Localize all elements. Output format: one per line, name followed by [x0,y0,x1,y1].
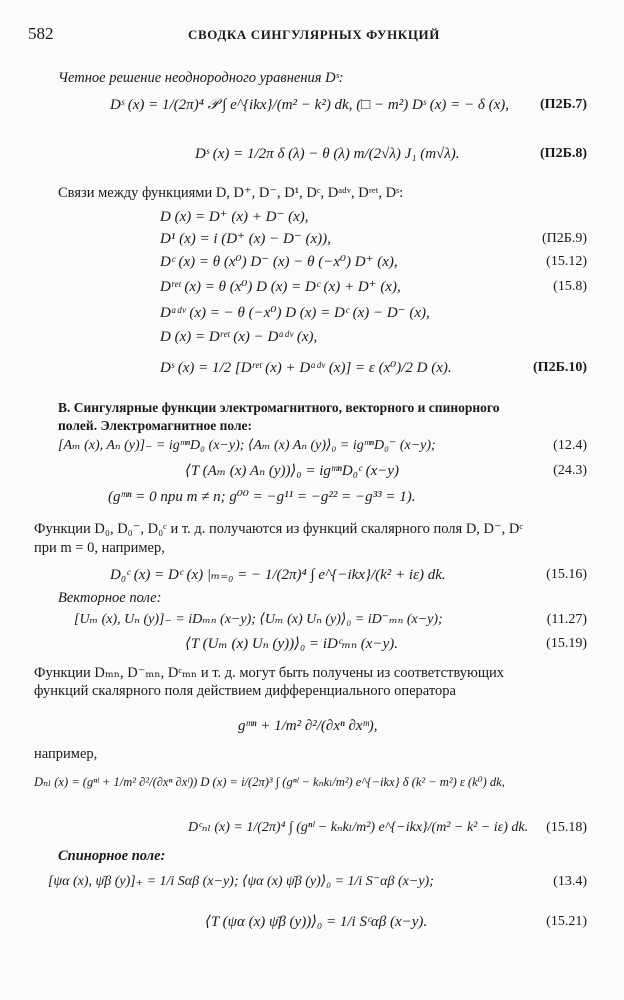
equation-text: ⟨T (Aₘ (x) Aₙ (y))⟩₀ = igᵐⁿD₀ᶜ (x−y) [185,463,400,479]
equation-number: (П2Б.8) [540,146,587,161]
equation-number: (15.8) [553,279,587,294]
line-text: Связи между функциями D, D⁺, D⁻, D¹, Dᶜ, Dᵃᵈᵛ, Dʳᵉᵗ, Dˢ: [58,185,404,201]
line-text: Функции Dₘₙ, D⁻ₘₙ, Dᶜₘₙ и т. д. могут быть получены из соответствующих [34,665,505,681]
line-text: Четное решение неоднородного уравнения Dˢ: [58,70,344,86]
equation-text: Dᵃᵈᵛ (x) = − θ (−x⁰) D (x) = Dᶜ (x) − D⁻ (x), [160,305,430,321]
equation-number: (П2Б.9) [542,231,587,246]
line-text: например, [34,746,98,762]
equation-text: Dₙₗ (x) = (gⁿˡ + 1/m² ∂²/(∂xⁿ ∂xˡ)) D (x) = i/(2π)³ ∫ (gⁿˡ − kₙkₗ/m²) e^{−ikx} δ (k² − m²) ε (k⁰) dk, [34,775,505,789]
equation-number: (12.4) [553,438,587,453]
equation-number: (15.19) [546,636,587,651]
equation-number: (11.27) [546,612,587,627]
equation-text: Dˢ (x) = 1/2π δ (λ) − θ (λ) m/(2√λ) J₁ (m√λ). [195,146,460,162]
equation-text: gᵐⁿ + 1/m² ∂²/(∂xⁿ ∂xᵐ), [238,718,378,734]
equation-number: (15.16) [546,567,587,582]
equation-text: [ψα (x), ψ̄β (y)]₊ = 1/i Sαβ (x−y); ⟨ψα (x) ψ̄β (y)⟩₀ = 1/i S⁻αβ (x−y); [48,874,434,889]
line-text: Векторное поле: [58,590,162,606]
equation-number: (13.4) [553,874,587,889]
equation-text: [Aₘ (x), Aₙ (y)]₋ = igᵐⁿD₀ (x−y); ⟨Aₘ (x) Aₙ (y)⟩₀ = igᵐⁿD₀⁻ (x−y); [58,438,436,453]
equation-number: (15.18) [546,820,587,835]
equation-text: Dˢ (x) = 1/2 [Dʳᵉᵗ (x) + Dᵃᵈᵛ (x)] = ε (x⁰)/2 D (x). [160,360,452,376]
equation-number: (15.12) [546,254,587,269]
equation-text: D (x) = Dʳᵉᵗ (x) − Dᵃᵈᵛ (x), [160,329,318,345]
equation-text: Dˢ (x) = 1/(2π)⁴ 𝒫 ∫ e^{ikx}/(m² − k²) dk, (□ − m²) Dˢ (x) = − δ (x), [110,97,509,113]
section-heading: полей. Электромагнитное поле: [58,418,253,433]
equation-text: Dʳᵉᵗ (x) = θ (x⁰) D (x) = Dᶜ (x) + D⁺ (x), [160,279,401,295]
line-text: функций скалярного поля действием дифференциального оператора [34,683,456,699]
running-title: СВОДКА СИНГУЛЯРНЫХ ФУНКЦИЙ [188,27,440,42]
page-header [0,24,624,48]
page-number: 582 [28,24,54,43]
equation-text: ⟨T (Uₘ (x) Uₙ (y))⟩₀ = iDᶜₘₙ (x−y). [185,636,398,652]
equation-number: (П2Б.10) [533,360,587,375]
equation-text: D¹ (x) = i (D⁺ (x) − D⁻ (x)), [160,231,331,247]
equation-number: (П2Б.7) [540,97,587,112]
line-text: при m = 0, например, [34,540,165,556]
equation-text: (gᵐⁿ = 0 при m ≠ n; g⁰⁰ = −g¹¹ = −g²² = −g³³ = 1). [108,489,416,505]
section-heading: В. Сингулярные функции электромагнитного, векторного и спинорного [58,400,500,415]
equation-text: Dᶜ (x) = θ (x⁰) D⁻ (x) − θ (−x⁰) D⁺ (x), [160,254,398,270]
equation-text: D₀ᶜ (x) = Dᶜ (x) |ₘ₌₀ = − 1/(2π)⁴ ∫ e^{−ikx}/(k² + iε) dk. [110,567,446,583]
equation-text: [Uₘ (x), Uₙ (y)]₋ = iDₘₙ (x−y); ⟨Uₘ (x) Uₙ (y)⟩₀ = iD⁻ₘₙ (x−y); [74,612,443,627]
equation-text: Dᶜₙₗ (x) = 1/(2π)⁴ ∫ (gⁿˡ − kₙkₗ/m²) e^{−ikx}/(m² − k² − iε) dk. [188,820,529,835]
line-text: Спинорное поле: [58,848,166,864]
equation-number: (24.3) [553,463,587,478]
equation-text: ⟨T (ψα (x) ψ̄β (y))⟩₀ = 1/i Sᶜαβ (x−y). [205,914,428,930]
equation-number: (15.21) [546,914,587,929]
line-text: Функции D₀, D₀⁻, D₀ᶜ и т. д. получаются из функций скалярного поля D, D⁻, Dᶜ [34,521,524,537]
equation-text: D (x) = D⁺ (x) + D⁻ (x), [160,209,309,225]
